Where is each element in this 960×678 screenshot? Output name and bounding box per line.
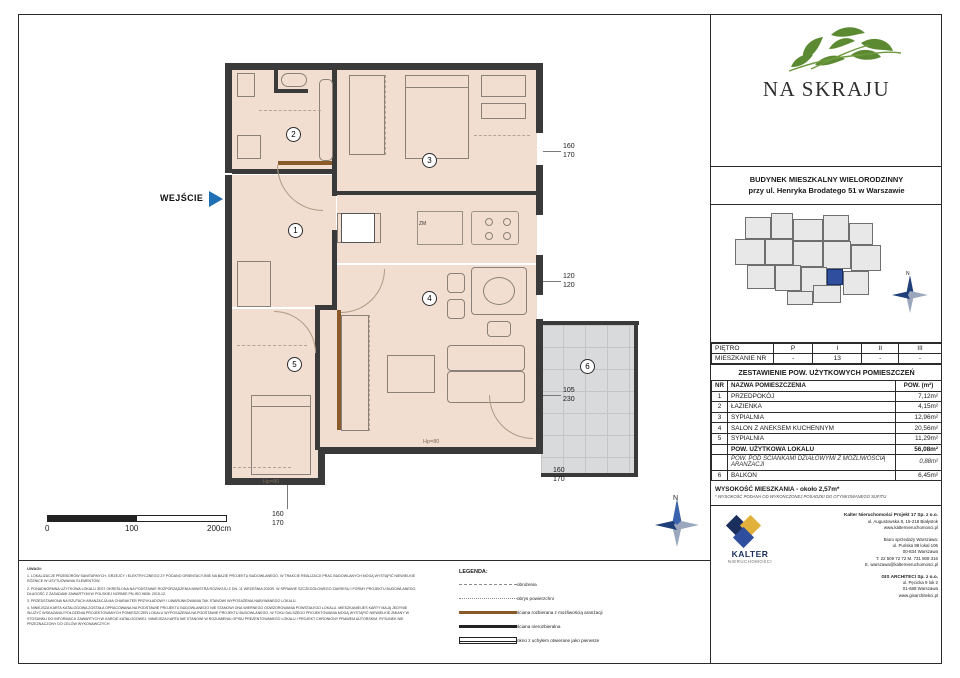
project-line-1: BUDYNEK MIESZKALNY WIELORODZINNY xyxy=(749,175,904,184)
scale-tick-2: 200cm xyxy=(207,524,232,533)
window-dimension-1: 160 170 xyxy=(563,143,575,159)
north-label: N xyxy=(673,495,679,502)
legend-item: okno z uchyłem otwierane jako pierwsze xyxy=(459,636,704,645)
info-panel xyxy=(711,15,942,663)
room-number-4: 4 xyxy=(422,291,437,306)
table-row: 5 SYPIALNIA 11,29m² xyxy=(712,433,942,444)
footer-block xyxy=(711,506,942,616)
project-line-2: przy ul. Henryka Brodatego 51 w Warszawie xyxy=(748,186,905,195)
note-item: 1. LOKALIZACJE PRZEBORÓW SANITARNYCH, GRZEJCY I ELEKTRYCZNEGO ZY PODANO ORIENTACYJNIE NA BAZIE PROJEKTU BUDOWLANEGO. W TRAKCIE REALIZACJI PRAC BUDOWLANYCH MOGĄ WYSTĄPIĆ NIEWIELKIE RÓŻNICE W USYTUOWANIU ELEMENTÓW. xyxy=(27,574,415,584)
room-number-6: 6 xyxy=(580,359,595,374)
table-row: 2 ŁAZIENKA 4,15m² xyxy=(712,402,942,413)
window-dimension-5: 160 170 xyxy=(272,511,284,527)
entry-arrow-icon xyxy=(209,191,223,207)
schedule-balcony-row: 6 BALKON 6,45m² xyxy=(712,470,942,481)
plan-sheet xyxy=(18,14,942,664)
table-header-row: NR NAZWA POMIESZCZENIA POW. (m²) xyxy=(712,381,942,392)
schedule-walls-row: POW. POD ŚCIANKAMI DZIAŁOWYMI Z MOŻLIWOŚCIĄ ARANŻACJI 0,88m² xyxy=(712,455,942,471)
ivy-leaves-icon xyxy=(711,21,942,77)
schedule-total-row: POW. UŻYTKOWA LOKALU 56,08m² xyxy=(712,444,942,455)
room-number-3: 3 xyxy=(422,153,437,168)
note-item: 3. PRZEDSTAWIONA NA RZUTACH ARANŻACJA MA CHARAKTER PRZYKŁADOWY I UWARUNKOWANIA TAK STANOWI WYPOSAŻENIA NABYWANEGO LOKALU. xyxy=(27,599,297,604)
window-dimension-2: 120 120 xyxy=(563,273,575,289)
key-plan-compass-icon xyxy=(889,267,931,317)
developer-info: Kalter Nieruchomości Projekt 17 Sp. z o.o. ul. Augustowska 8, 15-218 Białystok www.kalternieruchomosci.pl xyxy=(843,512,938,530)
legend xyxy=(459,569,704,650)
door-height-label: Hp=80 xyxy=(263,479,280,485)
sales-office-info: Biuro sprzedaży Warszawa: ul. Puńska 98 lokal 106 00-834 Warszawa T. 22 509 72 72 M. 731 808 316 E. warszawa@kalternieruchomosci.pl xyxy=(864,536,938,567)
window-dimension-3: 105 230 xyxy=(563,387,575,403)
dotted-line-icon xyxy=(459,594,517,603)
table-row: MIESZKANIE NR - 13 - - xyxy=(712,354,942,364)
brand-block xyxy=(711,15,942,167)
notes-title: UWAGI: xyxy=(27,566,42,571)
legend-title: LEGENDA: xyxy=(459,569,488,575)
legend-item: ściana rozbierana z możliwością aranżacji xyxy=(459,608,704,617)
room-schedule xyxy=(711,365,942,506)
room-number-2: 2 xyxy=(286,127,301,142)
appliance-label: ZM xyxy=(419,221,427,227)
scale-tick-1: 100 xyxy=(125,524,139,533)
schedule-title: ZESTAWIENIE POW. UŻYTKOWYCH POMIESZCZEŃ xyxy=(738,368,915,377)
project-description xyxy=(711,167,942,205)
door-height-label: Hp=80 xyxy=(423,439,440,445)
legend-item: obrys powierzchni xyxy=(459,594,704,603)
black-wall-icon xyxy=(459,622,517,631)
architect-info: GIS ARCHITECI Sp. z o.o. ul. Pęcicka 9 lok 2 01-688 Warszawa www.gisarchitekci.pl xyxy=(881,573,938,598)
table-row: 4 SALON Z ANEKSEM KUCHENNYM 20,56m² xyxy=(712,423,942,434)
floor-plan-drawing xyxy=(19,15,711,560)
window-dimension-4: 160 170 xyxy=(553,467,565,483)
kalter-logo: KALTER NIERUCHOMOŚCI xyxy=(717,516,783,564)
ceiling-height-note: WYSOKOŚĆ MIESZKANIA - około 2,57m* * WYSOKOŚĆ PODANA OD WYKOŃCZONEJ POSADZKI DO OTYNKOWANEGO SUFITU xyxy=(715,486,887,500)
legend-item: ściana nierozbieralna xyxy=(459,622,704,631)
note-item: 4. NINIEJSZA KARTA KATALOGOWA ZOSTAŁA OPRACOWANA NA PODSTAWIE PROJEKTU BUDOWLANEGO NIE STANOWI ONA WIERNEGO ODWZOROWANIA POWSTAŁEGO LOKALU. MIESZKANIE/JEŚ KARTY MAJĄ JEDYNIE SŁUŻYĆ WSKAZANIU POŁOŻENIA PROJEKTOWANYCH POMIESZCZEŃ LOKALU WYPOSAŻENIA NA PODSTAWIE PROJEKTU BUDOWLANEGO. W TOKU DALSZEGO PROJEKTOWANIA MOGĄ WYSTĄPIĆ NIEWIELKIE ZMIANY W STOSUNKU DO INFORMACJI ZAWARTYCH W KARCIE KATALOGOWEJ. NINIEJSZA KARTA NIE STANOWI W ROZUMIENIU OPISU PREZENTOWANEGO LOKALU I PROJEKT CHRONIONY PRAWEM AUTORSKIM. RYSUNEK NIE PRZEZNACZONY DO CELÓW WYKONAWCZYCH xyxy=(27,606,409,626)
brown-wall-icon xyxy=(459,608,517,617)
dashed-line-icon xyxy=(459,580,517,589)
legend-item: obniżenia xyxy=(459,580,704,589)
window-icon xyxy=(459,636,517,645)
scale-tick-0: 0 xyxy=(45,524,50,533)
compass-rose-icon xyxy=(653,495,701,553)
entrance-label: WEJŚCIE xyxy=(160,193,204,203)
room-number-1: 1 xyxy=(288,223,303,238)
room-number-5: 5 xyxy=(287,357,302,372)
note-item: 2. PONADNORMNA UŻYTKOWA LOKALU JEST OKREŚLONA NA PODSTAWIE ROZPORZĄDZENIA MINISTRA ROZWOJU Z DN. 11 WRZEŚNIA 2020R. W SPRAWIE SZCZEGÓŁOWEGO ZAKRESU I FORMY PROJEKTU BUDOWLANEGO, DŁUGOŚĆ Z ZASADAMI ZAWARTYMI W POLSKIEJ NORMIE PN-ISO 9836: 2015-12. xyxy=(27,586,417,596)
floor-table xyxy=(711,343,942,365)
floor-plan-area xyxy=(19,15,711,663)
scale-bar xyxy=(47,515,232,536)
notes-section xyxy=(19,560,711,663)
kalter-diamond-logo-icon xyxy=(717,516,783,546)
svg-text:N: N xyxy=(906,271,910,277)
table-row: 1 PRZEDPOKÓJ 7,12m² xyxy=(712,391,942,402)
table-row: 3 SYPIALNIA 12,96m² xyxy=(712,412,942,423)
key-plan xyxy=(711,205,942,343)
building-key-diagram xyxy=(727,213,892,305)
brand-name: NA SKRAJU xyxy=(762,77,891,101)
table-row: PIĘTRO P I II III xyxy=(712,344,942,354)
